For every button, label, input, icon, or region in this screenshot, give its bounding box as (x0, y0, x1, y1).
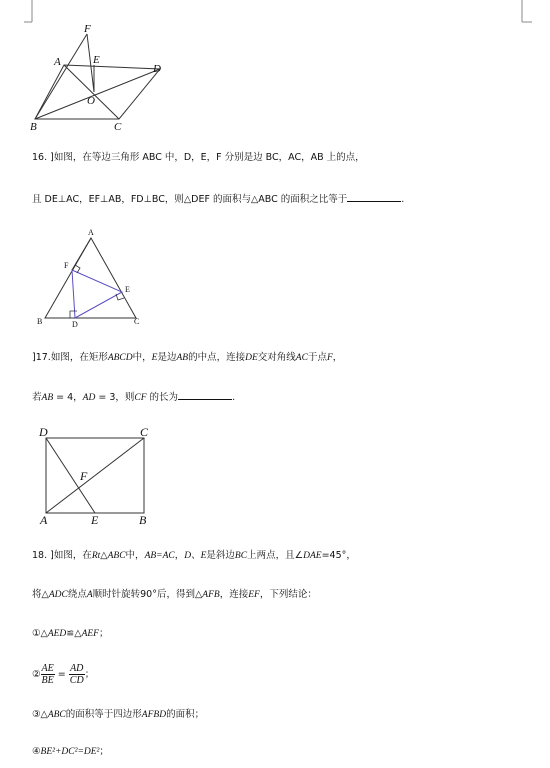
label-f: F (64, 261, 69, 270)
q18-conclusion-3 (32, 709, 204, 721)
q18-line1 (32, 550, 356, 562)
q17-text: 的中点，连接 (188, 352, 246, 363)
segment-de (46, 438, 95, 513)
fraction-denominator: BE (41, 675, 54, 686)
q18-point-a: A (86, 590, 93, 600)
answer-blank (178, 390, 232, 400)
q18-text: 18. ]如图，在 (32, 550, 92, 561)
q17-line1 (32, 352, 342, 364)
figure-equilateral-triangle (30, 228, 150, 333)
q18-equation: BE²+DC²=DE² (40, 747, 100, 757)
crop-mark-top-right (512, 0, 532, 28)
q16-line2 (32, 192, 404, 206)
label-f: F (80, 469, 88, 483)
q17-ad: AD (82, 393, 96, 403)
q17-diagonal-ac: AC (295, 353, 308, 363)
q18-ef: EF (248, 590, 260, 600)
q18-afbd: AFBD (141, 710, 167, 720)
q18-equals: = (57, 669, 66, 680)
q18-text: 中， (125, 550, 145, 561)
q18-text: 将△ (32, 589, 49, 600)
label-f: F (84, 23, 91, 35)
q18-conclusion-4 (32, 746, 109, 758)
q18-text: ，连接 (219, 589, 249, 600)
q17-ab: AB (41, 393, 54, 403)
label-b: B (37, 317, 43, 326)
q17-text: 交对角线 (257, 352, 296, 363)
q18-afb: AFB (202, 590, 220, 600)
answer-blank (347, 192, 401, 202)
q18-text: ④ (32, 746, 41, 757)
q18-abc: ABC (47, 710, 66, 720)
q18-ab-ac: AB=AC (144, 551, 175, 561)
diagonal-ac (46, 438, 144, 513)
label-c: C (134, 317, 140, 326)
label-b: B (139, 513, 147, 527)
q17-text: = 4， (53, 392, 83, 403)
q18-angle: DAE (303, 551, 322, 561)
q17-text: 于点 (307, 352, 327, 363)
q18-text: ③△ (32, 709, 48, 720)
fraction-ae-be (41, 663, 55, 686)
label-c: C (140, 425, 149, 439)
q17-text: ， (332, 352, 343, 363)
q18-points: D、E (184, 551, 207, 561)
label-b: B (30, 121, 37, 133)
segment-fb (35, 34, 87, 119)
q18-line2 (32, 589, 317, 601)
q18-text: ①△ (32, 628, 48, 639)
q17-text: 中， (132, 352, 152, 363)
label-c: C (114, 121, 122, 133)
segment-bd (35, 69, 160, 119)
q18-adc: ADC (48, 590, 68, 600)
q18-bc: BC (234, 551, 248, 561)
fraction-ad-cd (69, 663, 85, 686)
q18-text: 的面积等于四边形 (65, 709, 142, 720)
q18-triangle: Rt△ABC (91, 551, 126, 561)
q18-text: ≌△ (66, 628, 82, 639)
label-e: E (93, 54, 100, 66)
q17-segment-de: DE (245, 353, 258, 363)
label-a: A (40, 513, 48, 527)
q17-point-f: F (326, 353, 333, 363)
q18-text: ② (32, 669, 41, 680)
q17-line2 (32, 390, 235, 404)
q18-text: =45°， (321, 550, 356, 561)
q18-text: ； (84, 669, 95, 680)
label-a: A (88, 228, 94, 237)
q18-text: 顺时针旋转90°后，得到△ (92, 589, 203, 600)
q18-text: 绕点 (67, 589, 87, 600)
q18-text: ； (99, 628, 109, 639)
q18-text: 上两点，且∠ (247, 550, 304, 561)
triangle-def (72, 270, 122, 318)
q17-text: 是边 (157, 352, 177, 363)
figure-rectangle (34, 420, 164, 530)
fraction-numerator: AD (70, 663, 84, 674)
label-e: E (91, 513, 99, 527)
q18-text: ， (174, 550, 185, 561)
q16-line1 (32, 152, 365, 164)
q17-period: . (232, 392, 236, 403)
q18-text: ； (99, 746, 109, 757)
label-o: O (87, 95, 95, 107)
q18-aed: AED (47, 629, 67, 639)
q16-period: . (401, 194, 405, 205)
q17-side-ab: AB (176, 353, 189, 363)
segment-ab-to-f (72, 238, 91, 270)
figure-parallelogram (20, 20, 180, 140)
q17-text: 的长为 (146, 392, 179, 403)
q16-line2-text: 且 DE⊥AC，EF⊥AB，FD⊥BC，则△DEF 的面积与△ABC 的面积之比等于 (32, 194, 348, 205)
parallelogram-abcd (35, 65, 160, 119)
q18-aef: AEF (81, 629, 99, 639)
q17-text: = 3，则 (95, 392, 135, 403)
q18-text: 是斜边 (206, 550, 235, 561)
label-d: D (39, 425, 48, 439)
label-d: D (153, 63, 161, 75)
label-e: E (125, 285, 130, 294)
q18-text: 的面积； (166, 709, 205, 720)
q18-text: ，下列结论： (259, 589, 317, 600)
q17-text: ]17.如图，在矩形 (32, 352, 108, 363)
q17-point-e: E (151, 353, 158, 363)
q18-conclusion-2 (32, 662, 94, 688)
fraction-numerator: AE (41, 663, 54, 674)
q17-cf: CF (134, 393, 147, 403)
q16-line1-text: 16. ]如图，在等边三角形 ABC 中，D，E，F 分别是边 BC，AC，AB 上的点， (32, 152, 365, 163)
q17-rect-name: ABCD (107, 353, 133, 363)
label-d: D (72, 320, 78, 329)
fraction-denominator: CD (69, 675, 84, 686)
label-a: A (54, 56, 61, 68)
q18-conclusion-1 (32, 628, 109, 640)
q17-text: 若 (32, 392, 42, 403)
